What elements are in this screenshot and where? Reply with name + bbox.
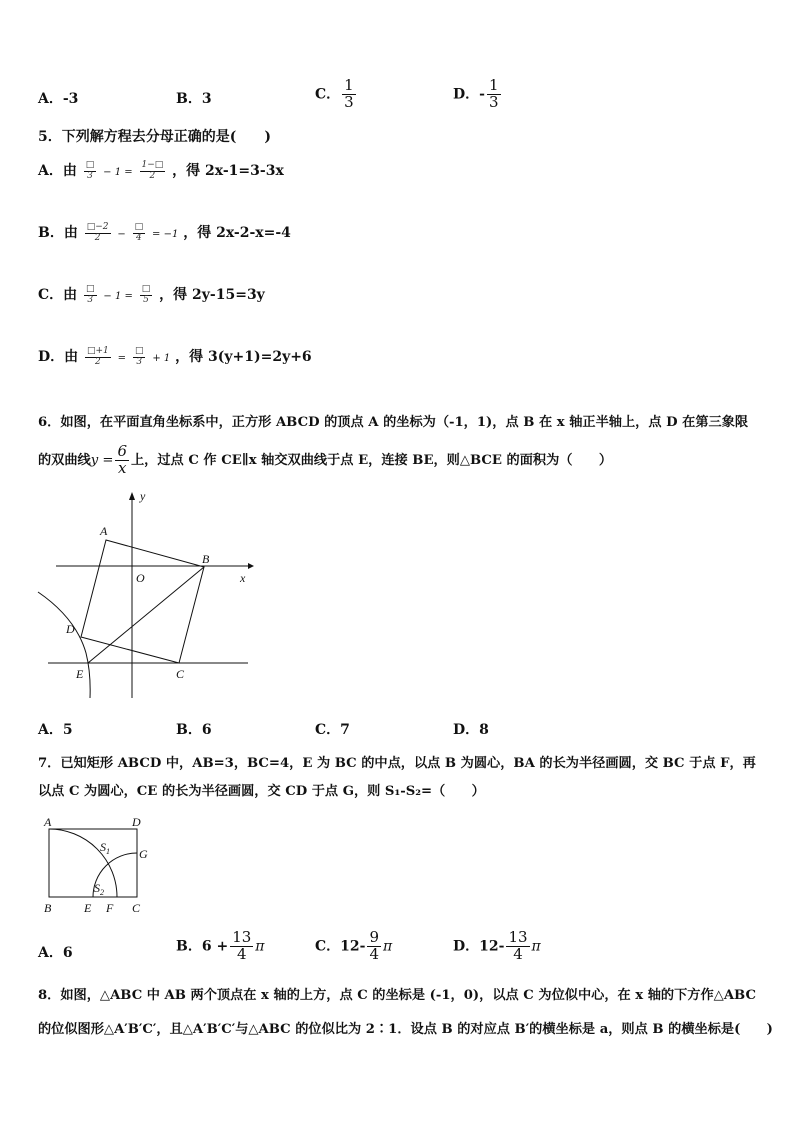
q5-option-d: D．由 $\frac{□+1}{2}$ = $\frac{□}{3}$ + 1 ，得 3(y+1)=2y+6 [38, 346, 312, 367]
label-y: y [140, 489, 146, 503]
q8-stem-line1: 8．如图，△ABC 中 AB 两个顶点在 x 轴的上方，点 C 的坐标是 (-1，0)，以点 C 为位似中心，在 x 轴的下方作△ABC [38, 988, 756, 1003]
segment-be [88, 567, 204, 663]
q4-option-c: C． $\frac{1}{3}$ [315, 76, 354, 111]
label-f: F [106, 901, 114, 915]
q4-option-a: A．-3 [38, 91, 79, 107]
label-a: A [44, 816, 52, 829]
label-d: D [66, 622, 75, 636]
q7-option-b: B．6 + $\frac{13}{4}$ π [176, 928, 265, 963]
q5-option-c: C．由 $\frac{□}{3}$ − 1 = $\frac{□}{5}$ ，得 2y-15=3y [38, 284, 265, 305]
arc-af [49, 829, 117, 897]
label-x: x [240, 571, 246, 585]
label-c: C [132, 901, 141, 915]
q6-option-d: D．8 [453, 722, 489, 738]
q4-option-d: D．- $\frac{1}{3}$ [453, 76, 499, 111]
q7-option-d: D．12- $\frac{13}{4}$ π [453, 928, 541, 963]
label-a: A [100, 524, 108, 538]
rectangle-abcd [49, 829, 137, 897]
label-b: B [202, 552, 210, 566]
q6-figure [36, 488, 256, 700]
q6-option-c: C．7 [315, 722, 350, 738]
label-o: O [136, 571, 145, 585]
q6-option-a: A．5 [38, 722, 73, 738]
hyperbola-curve [38, 592, 90, 698]
label-d: D [132, 816, 141, 829]
q7-option-c: C．12- $\frac{9}{4}$ π [315, 928, 393, 963]
q7-figure [36, 816, 166, 920]
label-c: C [176, 667, 185, 681]
label-e: E [76, 667, 84, 681]
label-s1: $S_1$ [100, 840, 110, 856]
q5-option-a: A．由 $\frac{□}{3}$ − 1 = $\frac{1-□}{2}$ ，得 2x-1=3-3x [38, 160, 284, 181]
label-s2: $S_2$ [94, 881, 104, 897]
q6-stem-line2: 的双曲线y = $\frac{6}{x}$ 上，过点 C 作 CE∥x 轴交双曲线于点 E，连接 BE，则△BCE 的面积为（ ） [38, 442, 613, 477]
label-b: B [44, 901, 52, 915]
q5-stem: 5．下列解方程去分母正确的是( ) [38, 129, 271, 145]
q7-stem-line1: 7．已知矩形 ABCD 中，AB=3，BC=4，E 为 BC 的中点，以点 B 为圆心，BA 的长为半径画圆，交 BC 于点 F，再 [38, 756, 756, 771]
q6-stem-line1: 6．如图，在平面直角坐标系中，正方形 ABCD 的顶点 A 的坐标为（-1，1)，点 B 在 x 轴正半轴上，点 D 在第三象限 [38, 415, 749, 430]
q6-option-b: B．6 [176, 722, 212, 738]
label-e: E [84, 901, 92, 915]
x-axis-arrow-icon [248, 563, 254, 569]
q8-stem-line2: 的位似图形△A′B′C′，且△A′B′C′与△ABC 的位似比为 2∶1．设点 B 的对应点 B′的横坐标是 a，则点 B 的横坐标是( ) [38, 1022, 773, 1037]
y-axis-arrow-icon [129, 492, 135, 500]
q4-option-b: B．3 [176, 91, 212, 107]
square-abcd [81, 540, 204, 663]
q7-option-a: A．6 [38, 945, 73, 961]
q7-stem-line2: 以点 C 为圆心，CE 的长为半径画圆，交 CD 于点 G，则 S₁-S₂=（ ） [38, 784, 485, 799]
label-g: G [139, 847, 148, 861]
q5-option-b: B．由 $\frac{□-2}{2}$ − $\frac{□}{4}$ = −1 ，得 2x-2-x=-4 [38, 222, 291, 243]
